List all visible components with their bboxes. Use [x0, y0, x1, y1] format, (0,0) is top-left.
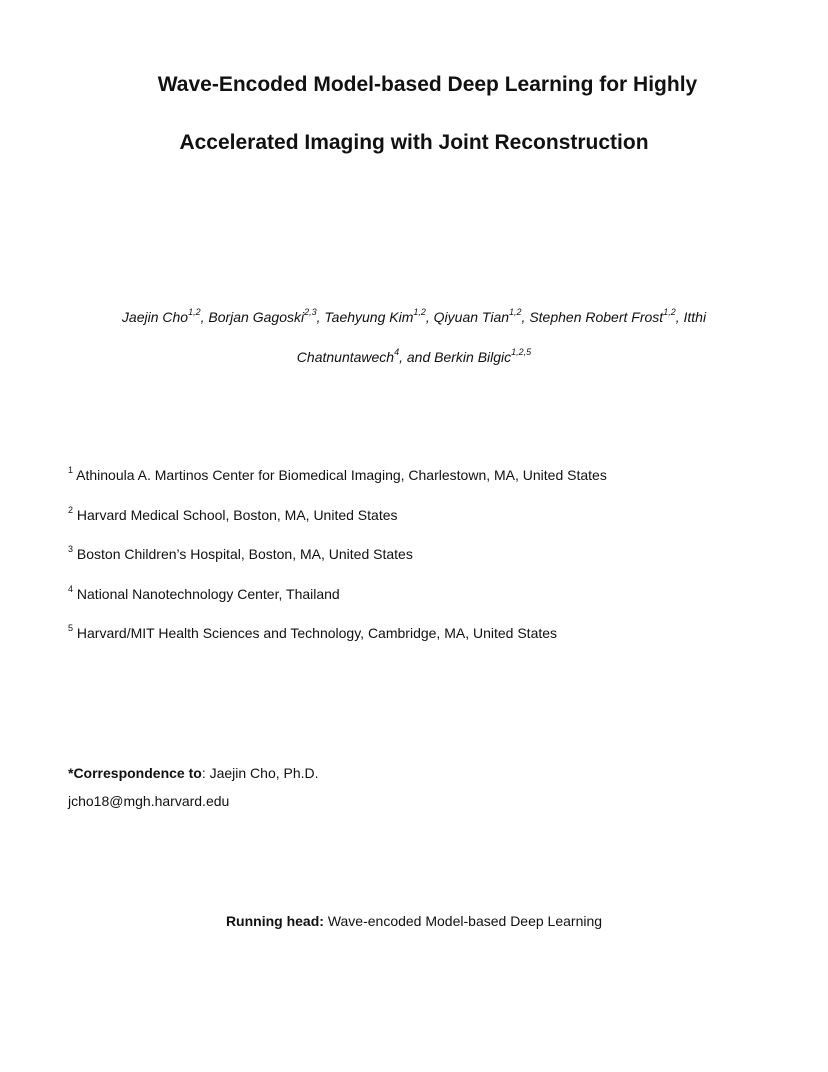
- author-name: Qiyuan Tian: [433, 309, 510, 325]
- author-separator: ,: [675, 309, 684, 325]
- author-affiliation-marker: 4: [394, 347, 400, 358]
- author-affiliation-marker: 2,3: [304, 307, 317, 318]
- running-head-text: Wave-encoded Model-based Deep Learning: [323, 913, 603, 929]
- author-affiliation-marker: 1,2: [509, 307, 522, 318]
- affiliation-item: [68, 544, 413, 564]
- affiliation-number: 1: [68, 465, 74, 476]
- correspondence-email[interactable]: jcho18@mgh.harvard.edu: [68, 793, 230, 809]
- correspondence-label: *Correspondence to: [68, 765, 202, 781]
- affiliation-text: Harvard/MIT Health Sciences and Technology, Cambridge, MA, United States: [76, 625, 558, 641]
- affiliation-text: National Nanotechnology Center, Thailand: [76, 586, 340, 602]
- correspondence-name: Jaejin Cho, Ph.D.: [205, 765, 319, 781]
- author-name-part: Chatnuntawech: [296, 349, 395, 365]
- affiliation-item: [68, 505, 398, 525]
- affiliation-item: [68, 465, 607, 485]
- author-name: Taehyung Kim: [324, 309, 414, 325]
- affiliation-text: Harvard Medical School, Boston, MA, United States: [76, 507, 398, 523]
- author-name: Borjan Gagoski: [208, 309, 305, 325]
- affiliation-text: Athinoula A. Martinos Center for Biomedical Imaging, Charlestown, MA, United States: [76, 467, 607, 483]
- affiliation-item: [68, 623, 557, 643]
- author-affiliation-marker: 1,2: [413, 307, 426, 318]
- affiliation-number: 3: [68, 544, 74, 555]
- running-head-label: Running head:: [225, 913, 324, 929]
- author-separator: ,: [425, 309, 434, 325]
- title-line-1: Wave-Encoded Model-based Deep Learning for Highly: [157, 73, 698, 96]
- author-affiliation-marker: 1,2: [663, 307, 676, 318]
- author-affiliation-marker: 1,2: [188, 307, 201, 318]
- affiliation-number: 4: [68, 584, 74, 595]
- author-line-1: [0, 307, 828, 327]
- author-name: Jaejin Cho: [121, 309, 189, 325]
- affiliation-item: [68, 584, 340, 604]
- correspondence-line: [68, 763, 319, 783]
- author-name: Berkin Bilgic: [434, 349, 512, 365]
- author-line-2: [0, 347, 828, 367]
- affiliation-number: 5: [68, 623, 74, 634]
- title-line-2: Accelerated Imaging with Joint Reconstruction: [179, 131, 649, 154]
- correspondence-colon: :: [201, 765, 206, 781]
- author-separator: ,: [521, 309, 530, 325]
- affiliation-text: Boston Children’s Hospital, Boston, MA, United States: [76, 546, 413, 562]
- author-separator: , and: [399, 349, 435, 365]
- author-separator: ,: [316, 309, 325, 325]
- running-head: [0, 911, 828, 931]
- affiliation-number: 2: [68, 505, 74, 516]
- author-separator: ,: [200, 309, 209, 325]
- author-name-part: Itthi: [683, 309, 707, 325]
- author-affiliation-marker: 1,2,5: [511, 347, 532, 358]
- author-name: Stephen Robert Frost: [529, 309, 664, 325]
